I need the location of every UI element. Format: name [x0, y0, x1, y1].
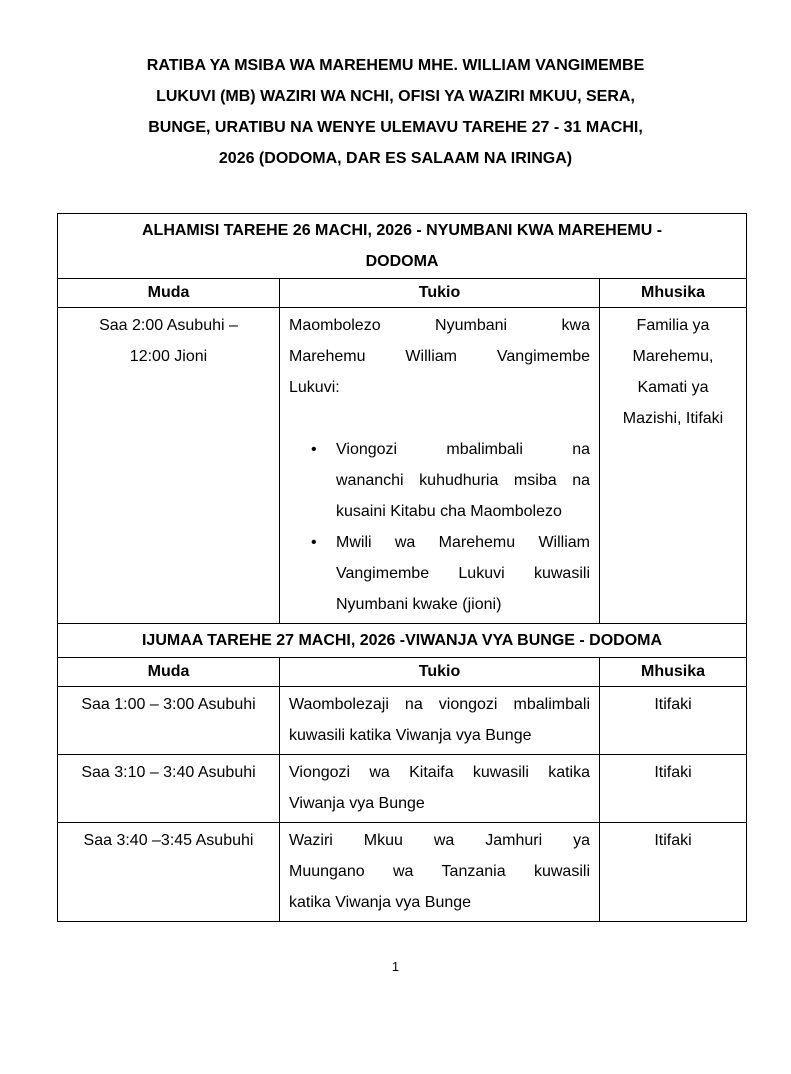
column-header-muda: Muda: [58, 658, 280, 687]
list-item: [311, 527, 590, 620]
muda-text: Saa 3:40 –3:45 Asubuhi: [83, 832, 254, 849]
cell-mhusika: [600, 687, 747, 755]
bullet-text: Mwili wa Marehemu William Vangimembe Lukuvi kuwasili Nyumbani kwake (jioni): [336, 534, 590, 613]
cell-mhusika: [600, 823, 747, 922]
table-row: [58, 279, 747, 308]
mhusika-text: Itifaki: [654, 764, 692, 781]
table-row: [58, 624, 747, 658]
cell-mhusika: [600, 755, 747, 823]
cell-tukio: [280, 308, 600, 624]
cell-mhusika: Familia ya Marehemu, Kamati ya Mazishi, Itifaki: [600, 308, 747, 624]
column-header-tukio: Tukio: [280, 658, 600, 687]
table-row: [58, 755, 747, 823]
mhusika-text: Itifaki: [654, 696, 692, 713]
cell-tukio: Viongozi wa Kitaifa kuwasili katika Viwanja vya Bunge: [280, 755, 600, 823]
schedule-table: [57, 213, 747, 922]
section-2-header: IJUMAA TAREHE 27 MACHI, 2026 -VIWANJA VYA BUNGE - DODOMA: [58, 624, 747, 658]
list-item: [311, 434, 590, 527]
cell-muda: [58, 687, 280, 755]
tukio-intro-text: Maombolezo Nyumbani kwa Marehemu William Vangimembe Lukuvi:: [289, 317, 590, 396]
bullet-icon: •: [311, 441, 317, 458]
table-row: [58, 214, 747, 279]
column-header-mhusika: Mhusika: [600, 279, 747, 308]
table-row: [58, 823, 747, 922]
table-row: [58, 308, 747, 624]
muda-text: Saa 1:00 – 3:00 Asubuhi: [81, 696, 256, 713]
column-header-tukio: Tukio: [280, 279, 600, 308]
muda-text: Saa 3:10 – 3:40 Asubuhi: [81, 764, 256, 781]
table-row: [58, 687, 747, 755]
cell-tukio: Waziri Mkuu wa Jamhuri ya Muungano wa Tanzania kuwasili katika Viwanja vya Bunge: [280, 823, 600, 922]
mhusika-text: Itifaki: [654, 832, 692, 849]
cell-tukio: Waombolezaji na viongozi mbalimbali kuwasili katika Viwanja vya Bunge: [280, 687, 600, 755]
bullet-icon: •: [311, 534, 317, 551]
table-row: [58, 658, 747, 687]
cell-muda: [58, 823, 280, 922]
section-1-header: ALHAMISI TAREHE 26 MACHI, 2026 - NYUMBANI KWA MAREHEMU - DODOMA: [58, 214, 747, 279]
cell-muda: Saa 2:00 Asubuhi – 12:00 Jioni: [58, 308, 280, 624]
bullet-text: Viongozi mbalimbali na wananchi kuhudhuria msiba na kusaini Kitabu cha Maombolezo: [336, 441, 590, 520]
page-title: RATIBA YA MSIBA WA MAREHEMU MHE. WILLIAM VANGIMEMBE LUKUVI (MB) WAZIRI WA NCHI, OFISI YA WAZIRI MKUU, SERA, BUNGE, URATIBU NA WENYE ULEMAVU TAREHE 27 - 31 MACHI, 2026 (DODOMA, DAR ES SALAAM NA IRINGA): [146, 57, 645, 167]
cell-muda: [58, 755, 280, 823]
column-header-mhusika: Mhusika: [600, 658, 747, 687]
page-number: 1: [391, 959, 400, 974]
column-header-muda: Muda: [58, 279, 280, 308]
